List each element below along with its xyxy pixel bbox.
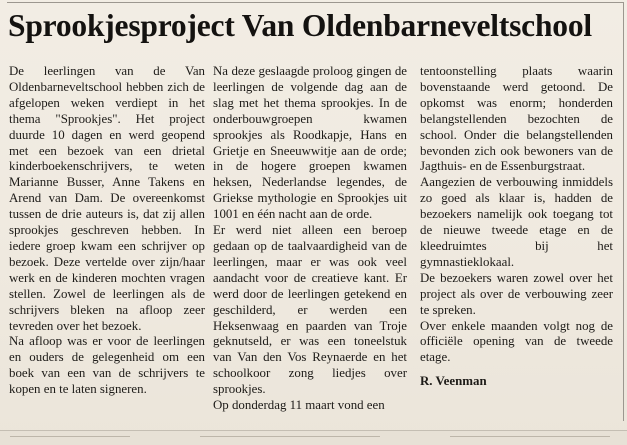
paragraph: Aangezien de verbouwing inmiddels zo goed als klaar is, hadden de bezoekers namelijk ook toegang tot de nieuwe tweede etage en de kleedruimtes bij het gymnastieklokaal. [420,175,613,269]
paragraph: De leerlingen van de Van Oldenbarneveltschool hebben zich de afgelopen weken verdiept in het thema "Sprookjes". Het project duurde 10 dagen en werd geopend met een bezoek van een drietal kinderboekenschrijvers, te weten Marianne Busser, Anne Takens en Arend van Dam. De overeenkomst tussen de drie auteurs is, dat zij allen sprookjes geschreven hebben. In iedere groep kwam een schrijver op bezoek. Deze vertelde over zijn/haar werk en de kinderen mochten vragen stellen. Zowel de leerlingen als de schrijvers bleken na afloop zeer tevreden over het bezoek. [9,64,205,333]
author-signature: R. Veenman [420,374,487,389]
article-headline: Sprookjesproject Van Oldenbarneveltschool [8,8,592,43]
paragraph: Na deze geslaagde proloog gingen de leerlingen de volgende dag aan de slag met het thema sprookjes. In de onderbouwgroepen kwamen sprookjes als Roodkapje, Hans en Grietje en Sneeuwwitje aan de orde; in de hogere groepen kwamen heksen, Nederlandse legendes, de Griekse mythologie en Sprookjes uit 1001 en één nacht aan de orde. [213,64,407,222]
paragraph: Er werd niet alleen een beroep gedaan op de taalvaardigheid van de leerlingen, maar er was ook veel aandacht voor de creatieve kant. Er werd door de leerlingen getekend en geschilderd, er werden een Heksenwaag en paarden van Troje geknutseld, er was een toneelstuk van Van den Vos Reynaerde en het schoolkoor zong liedjes over sprookjes. [213,223,407,397]
paragraph: Na afloop was er voor de leerlingen en ouders de gelegenheid om een boek van een van de schrijvers te kopen en te laten signeren. [9,334,205,397]
divider-line [200,436,380,437]
page-bottom-strip [0,430,627,445]
divider-line [10,436,130,437]
paragraph: tentoonstelling plaats waarin bovenstaande werd getoond. De opkomst was enorm; honderden belangstellenden bezochten de school. Onder die belangstellenden bevonden zich ook bewoners van de Jagthuis- en de Essenburgstraat. [420,64,613,174]
article-column-2 [213,64,407,414]
paragraph: Over enkele maanden volgt nog de officiële opening van de tweede etage. [420,318,613,365]
paragraph: Op donderdag 11 maart vond een [213,398,385,413]
divider-line [450,436,610,437]
paragraph: De bezoekers waren zowel over het project als over de verbouwing zeer te spreken. [420,270,613,317]
article-column-3 [420,64,613,390]
article-column-1 [9,64,205,398]
